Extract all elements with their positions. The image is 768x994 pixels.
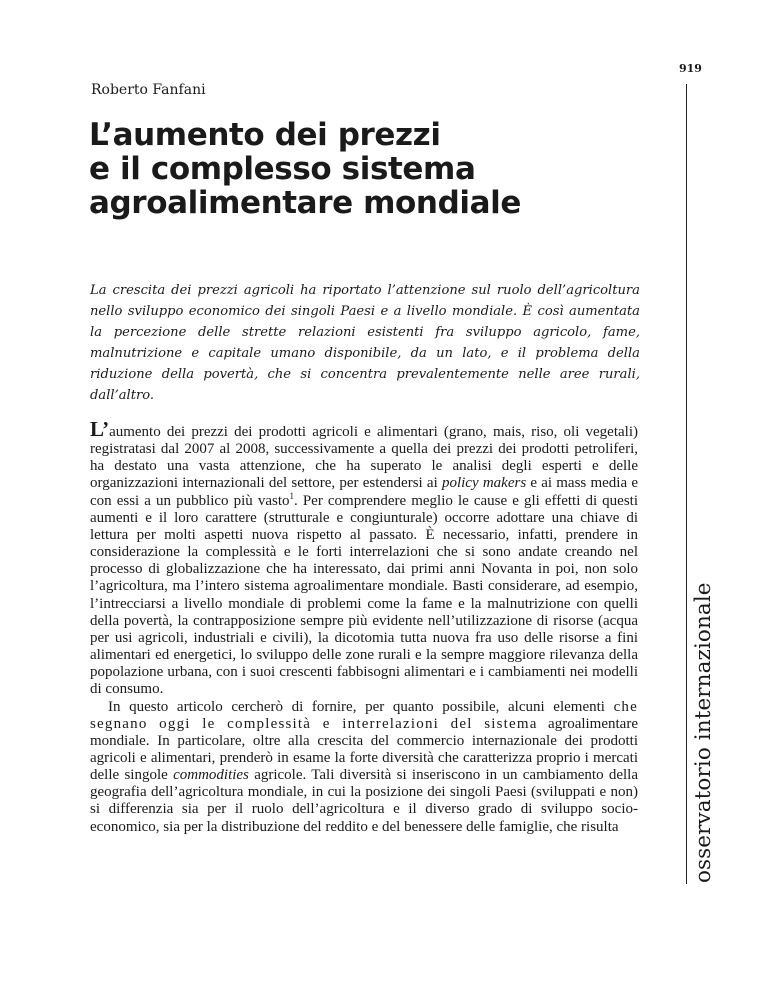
title-line: agroalimentare mondiale — [89, 185, 521, 221]
title-line: L’aumento dei prezzi — [89, 117, 441, 153]
footnote-ref[interactable]: 1 — [289, 490, 295, 501]
title-line: e il complesso sistema — [89, 151, 476, 187]
page-number: 919 — [679, 62, 702, 75]
italic-term: commodities — [173, 767, 249, 784]
abstract: La crescita dei prezzi agricoli ha riportato l’attenzione sul ruolo dell’agricoltura nello sviluppo economico dei singoli Paesi e a livello mondiale. È così aumentata la percezione delle strette relazioni esistenti fra sviluppo agricolo, fame, malnutrizione e capitale umano disponibile, da un lato, e il problema della riduzione della povertà, che si concentra prevalentemente nelle aree rurali, dall’altro. — [90, 283, 640, 403]
body-paragraph: In questo articolo cercherò di fornire, per quanto possibile, alcuni elementi che segnano oggi le complessità e interrelazioni del sistema agroalimentare mondiale. In particolare, oltre alla crescita del commercio internazionale dei prodotti agricoli e alimentari, prenderò in esame la forte diversità che caratterizza proprio i mercati delle singole commodities agricole. Tali diversità si inseriscono in un cambiamento della geografia dell’agricoltura mondiale, in cui la posizione dei singoli Paesi (sviluppati e non) si differenzia sia per il ruolo dell’agricoltura e il diverso grado di sviluppo socio-economico, sia per la distribuzione del reddito e del benessere delle famiglie, che risulta — [90, 698, 639, 835]
body-paragraph: L’aumento dei prezzi dei prodotti agricoli e alimentari (grano, mais, riso, oli vegetali) registratasi dal 2007 al 2008, successivamente a quella dei prezzi dei prodotti petroliferi, ha destato una vasta attenzione, che ha superato le analisi degli esperti e delle organizzazioni internazionali del settore, per estendersi ai policy makers e ai mass media e con essi a un pubblico più vasto$^1$. Per comprendere meglio le cause e gli effetti di questi aumenti e il loro carattere (strutturale e congiunturale) occorre adottare una chiave di lettura per molti aspetti nuova rispetto al passato. È necessario, infatti, prendere in considerazione la complessità e le forti interrelazioni che si sono andate creando nel processo di globalizzazione che ha interessato, dai primi anni Novanta in poi, non solo l’agricoltura, ma l’intero sistema agroalimentare mondiale. Basti considerare, ad esempio, l’intrecciarsi a livello mondiale di problemi come la fame e la malnutrizione con quelli della povertà, la contrapposizione sempre più evidente nell’utilizzazione di risorse (acqua per usi agricoli, industriali e civili), la dicotomia tutta nuova fra uso delle risorse a fini alimentari ed energetici, lo sviluppo delle zone rurali e la sempre maggiore rilevanza della popolazione urbana, con i suoi crescenti fabbisogni alimentari e i cambiamenti nei modelli di consumo. — [90, 417, 638, 698]
author-name: Roberto Fanfani — [91, 82, 206, 98]
section-label: osservatorio internazionale — [691, 582, 716, 883]
side-rule — [686, 84, 687, 884]
drop-cap: L’ — [90, 417, 110, 441]
italic-term: policy makers — [441, 475, 527, 492]
article-title — [89, 118, 649, 220]
article-body — [90, 417, 639, 836]
